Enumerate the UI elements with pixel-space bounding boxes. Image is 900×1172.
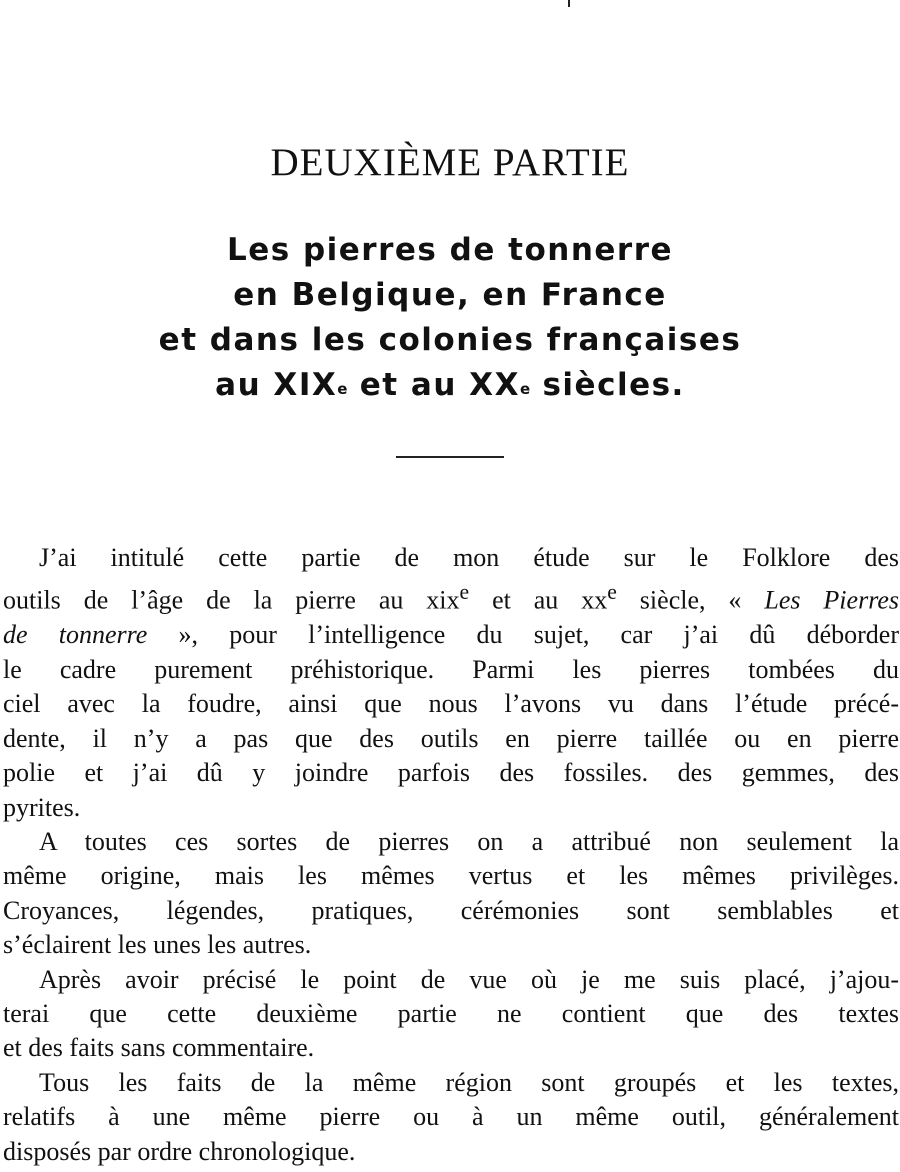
text-line: relatifs à une même pierre ou à un même outil, généralement [3,1102,899,1132]
subtitle-text: siècles. [530,367,685,403]
text-line [3,618,899,652]
paragraph-2 [3,825,899,963]
subtitle-line: Les pierres de tonnerre [226,232,674,268]
text-segment: outils de l’âge de la pierre au xix [3,586,460,616]
text-line: disposés par ordre chronologique. [3,1136,356,1166]
body-text [3,541,899,1169]
text-line [3,575,899,618]
text-line: A toutes ces sortes de pierres on a attribué non seulement la [39,826,899,856]
paragraph-3 [3,963,899,1066]
text-line: pyrites. [3,792,81,822]
text-line: Après avoir précisé le point de vue où je me suis placé, j’ajou- [39,964,899,994]
superscript: e [337,380,348,398]
paragraph-4 [3,1066,899,1169]
superscript: e [519,380,531,398]
text-line: J’ai intitulé cette partie de mon étude sur le Folklore des [39,543,899,572]
subtitle-line: en Belgique, en France [233,277,667,313]
section-divider [396,456,504,458]
subtitle-line: et dans les colonies françaises [158,322,742,358]
subtitle-text: au XIX [215,367,338,403]
text-line: Croyances, légendes, pratiques, cérémonies sont semblables et [3,895,899,925]
text-line: terai que cette deuxième partie ne contient que des textes [3,998,899,1028]
text-line: même origine, mais les mêmes vertus et les mêmes privilèges. [3,861,899,891]
italic-title: de tonnerre [3,620,148,650]
subtitle-text: et au XX [347,367,520,403]
text-line: s’éclairent les unes les autres. [3,930,312,960]
subtitle-line-last [0,363,900,408]
superscript: e [459,580,470,605]
text-line: et des faits sans commentaire. [3,1033,315,1063]
text-line: ciel avec la foudre, ainsi que nous l’avons vu dans l’étude précé- [3,689,899,719]
text-line: Tous les faits de la même région sont groupés et les textes, [39,1067,899,1097]
paragraph-1 [3,541,899,825]
chapter-subtitle [0,228,900,408]
text-segment: siècle, « [616,586,765,616]
text-segment: et au xx [469,586,608,616]
text-line: polie et j’ai dû y joindre parfois des fossiles. des gemmes, des [3,758,899,788]
text-line: dente, il n’y a pas que des outils en pierre taillée ou en pierre [3,723,899,753]
text-segment: », pour l’intelligence du sujet, car j’ai dû déborder [147,620,899,650]
italic-title: Les Pierres [764,586,900,616]
superscript: e [607,580,617,605]
part-title: DEUXIÈME PARTIE [270,141,630,184]
print-mark [568,0,570,7]
text-line: le cadre purement préhistorique. Parmi les pierres tombées du [3,654,899,684]
